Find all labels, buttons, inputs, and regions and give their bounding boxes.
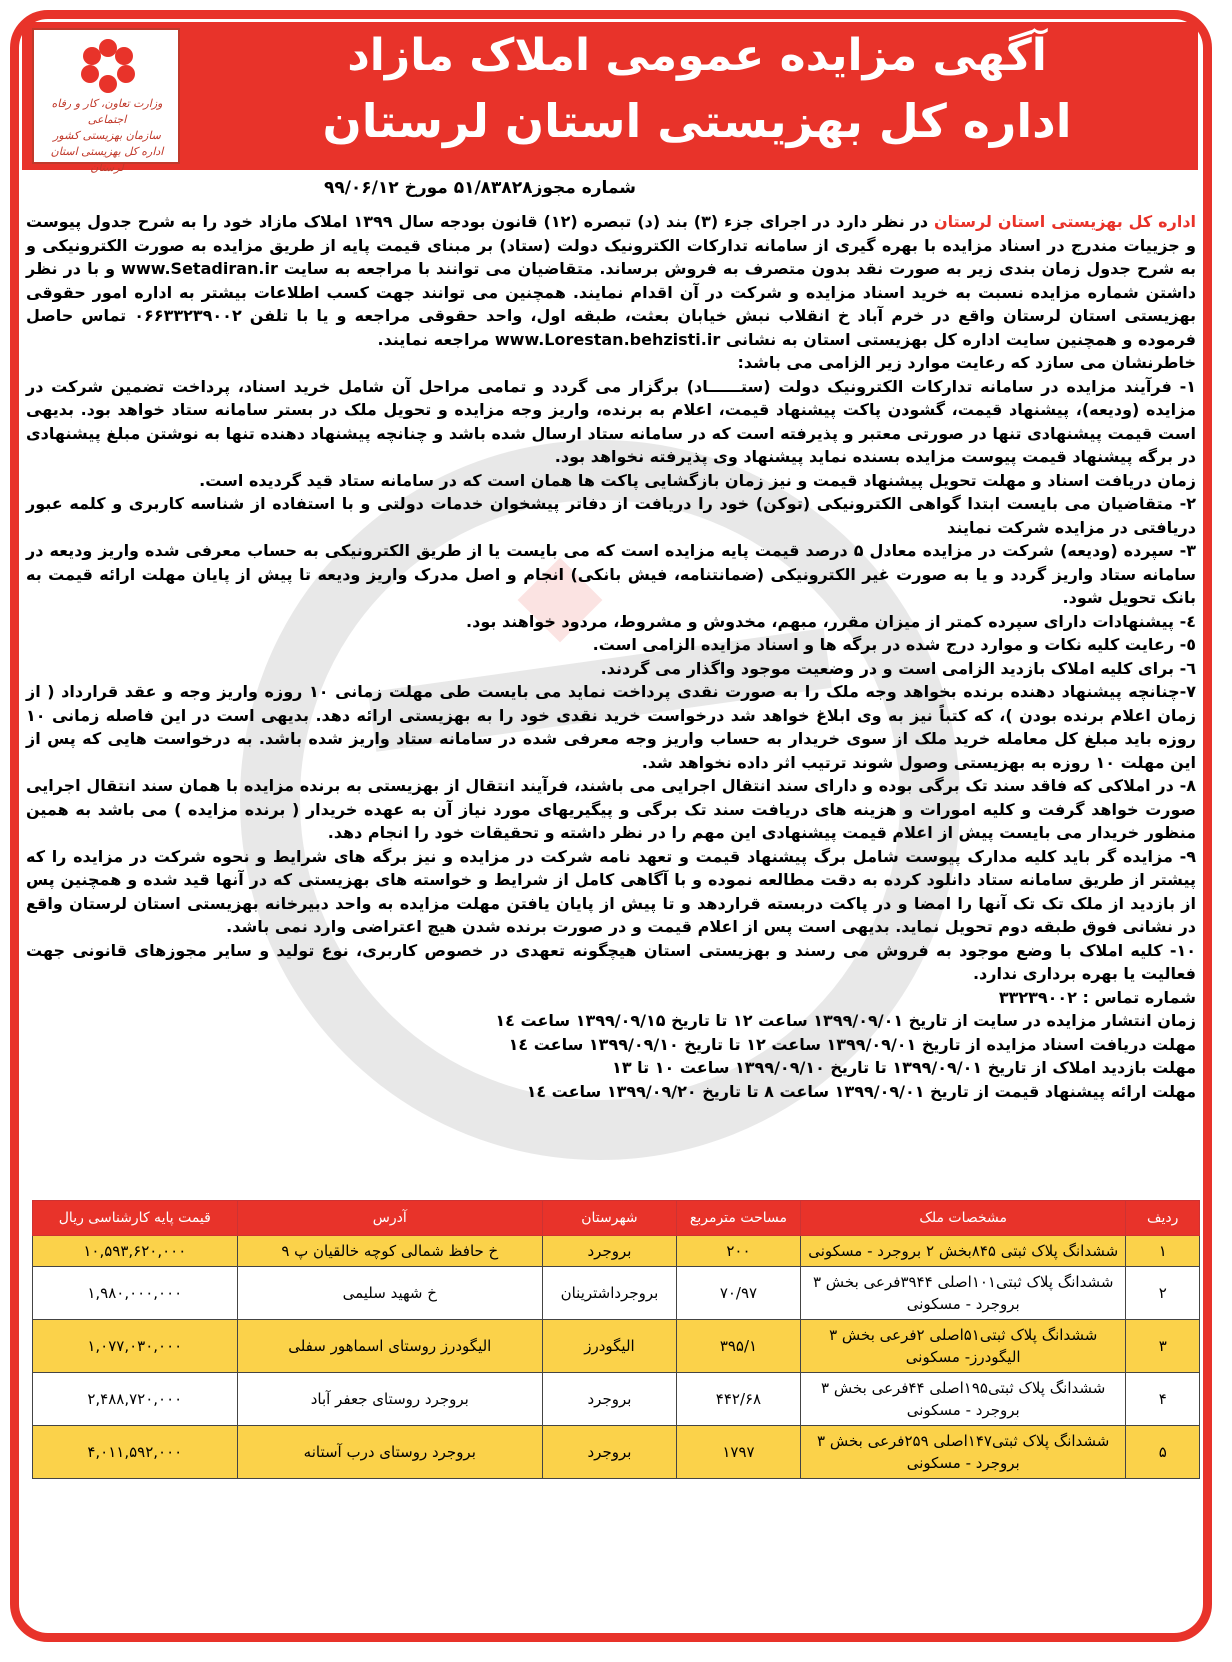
permit-number: شماره مجوز۵۱/۸۳۸۲۸ مورخ ۹۹/۰۶/۱۲ <box>323 178 637 198</box>
header-row-number: ردیف <box>1126 1201 1200 1236</box>
properties-table <box>32 1200 1200 1479</box>
intro-paragraph <box>26 210 1196 351</box>
cell-address: خ حافظ شمالی کوچه خالقیان پ ۹ <box>237 1236 542 1267</box>
clause-10: ۱۰- کلیه املاک با وضع موجود به فروش می رسند و بهزیستی استان هیچگونه تعهدی در خصوص کاربری، نوع تولید و سایر مجوزهای قانونی جهت فعالیت یا بهره برداری ندارد. <box>26 940 1196 983</box>
clause-1: ۱- فرآیند مزایده در سامانه تدارکات الکترونیک دولت (ستــــــاد) برگزار می گردد و تمامی مراحل آن شامل خرید اسناد، پرداخت تضمین شرکت در مزایده (ودیعه)، پیشنهاد قیمت، گشودن پاکت پیشنهاد قیمت، اعلام به برنده، واریز وجه مزایده و تحویل ملک در بستر سامانه ستاد خواهد بود. بدیهی است قیمت پیشنهادی تنها در صورتی معتبر و پذیرفته است که در سامانه ستاد ارسال شده باشد و چنانچه پیشنهاد دهنده تنها به نوشتن مبلغ پیشنهادی در برگه پیشنهاد قیمت پیوست مزایده بسنده نماید پیشنهاد وی پذیرفته نخواهد بود. <box>26 376 1196 466</box>
announcement-body <box>26 210 1196 1103</box>
table-row <box>33 1236 1200 1267</box>
cell-area: ۳۹۵/۱ <box>676 1320 800 1373</box>
clause-7: ۷-چنانچه پیشنهاد دهنده برنده بخواهد وجه ملک را به صورت نقدی پرداخت نماید می بایست طی مهلت زمانی ۱۰ روزه واریز وجه و عقد قرارداد ( از زمان اعلام برنده بودن )، که کتباً نیز به وی ابلاغ خواهد شد درخواست خرید نقدی خود را به بهزیستی ارائه دهد. بدیهی است در این فاصله زمانی ۱۰ روزه باید مبلغ کل معامله خرید ملک از سوی خریدار به حساب واریز وجه معرفی شده در سامانه ستاد واریز شده باشد. به درخواست هایی که پس از این مهلت ۱۰ روزه به بهزیستی وصول شوند ترتیب اثر داده نخواهد شد. <box>26 682 1197 772</box>
cell-city: بروجرد <box>542 1236 676 1267</box>
contact-number: شماره تماس : ۳۳۲۳۹۰۰۲ <box>998 987 1196 1007</box>
clause-9: ۹- مزایده گر باید کلیه مدارک پیوست شامل برگ پیشنهاد قیمت و تعهد نامه شرکت در مزایده و نیز برگه های شرایط و نحوه شرکت در مزایده را که پیشتر از طریق سامانه ستاد دانلود کرده به دقت مطالعه نموده و با آگاهی کامل از شرایط و خواسته های بهزیستی که در آنها قید شده و همچنین پس از بازدید از ملک تک تک آنها را امضا و در پاکت دربسته قراردهد و تا پیش از پایان یافتن مهلت مزایده به واحد دبیرخانه بهزیستی استان لرستان واقع در نشانی فوق طبقه دوم تحویل نماید. بدیهی است پس از اعلام قیمت و در صورت برنده شدن هیچ اعتراضی وارد نمی باشد. <box>26 846 1196 936</box>
cell-base-price: ۱,۰۷۷,۰۳۰,۰۰۰ <box>33 1320 238 1373</box>
table-row <box>33 1426 1200 1479</box>
cell-row-number: ۱ <box>1126 1236 1200 1267</box>
cell-row-number: ۳ <box>1126 1320 1200 1373</box>
cell-city: بروجرد <box>542 1426 676 1479</box>
cell-property-spec: ششدانگ پلاک ثبتی۱۹۵اصلی ۴۴فرعی بخش ۳ بروجرد - مسکونی <box>800 1373 1126 1426</box>
cell-city: بروجرداشترینان <box>542 1267 676 1320</box>
cell-base-price: ۴,۰۱۱,۵۹۲,۰۰۰ <box>33 1426 238 1479</box>
schedule-2: مهلت دریافت اسناد مزایده از تاریخ ۱۳۹۹/۰۹/۰۱ ساعت ۱۲ تا تاریخ ۱۳۹۹/۰۹/۱۰ ساعت ١٤ <box>508 1034 1196 1054</box>
header-banner <box>22 22 1198 170</box>
header-address: آدرس <box>237 1201 542 1236</box>
cell-area: ۷۰/۹۷ <box>676 1267 800 1320</box>
cell-row-number: ۲ <box>1126 1267 1200 1320</box>
logo-line-1: وزارت تعاون، کار و رفاه اجتماعی <box>51 97 163 126</box>
header-property-spec: مشخصات ملک <box>800 1201 1126 1236</box>
clause-1-note: زمان دریافت اسناد و مهلت تحویل پیشنهاد قیمت و نیز زمان بازگشایی پاکت ها همان است که در سامانه ستاد قید گردیده است. <box>199 470 1196 490</box>
org-name: اداره کل بهزیستی استان لرستان <box>934 212 1197 231</box>
intro-text: در نظر دارد در اجرای جزء (۳) بند (د) تبصره (۱۲) قانون بودجه سال ۱۳۹۹ املاک مازاد خود را به شرح جدول پیوست و جزییات مندرج در اسناد مزایده با بهره گیری از سامانه تدارکات الکترونیک دولت (ستاد) بر مبنای قیمت پایه از طریق مزایده به صورت الکترونیکی و به شرح جدول زمان بندی زیر به صورت نقد بدون متصرف به فروش برساند. متقاضیان می توانند با مراجعه به سایت www.Setadiran.ir و با در نظر داشتن شماره مزایده نسبت به خرید اسناد مزایده و شرکت در آن اقدام نمایند. همچنین می توانند جهت کسب اطلاعات بیشتر به اداره امور حقوقی بهزیستی استان لرستان واقع در خرم آباد خ انقلاب نبش خیابان بعثت، طبقه اول، واحد حقوقی مراجعه و یا با تلفن ۰۶۶۳۳۲۳۹۰۰۲ تماس حاصل فرموده و همچنین سایت اداره کل بهزیستی استان به نشانی www.Lorestan.behzisti.ir مراجعه نمایند. <box>26 212 1196 349</box>
cell-row-number: ۴ <box>1126 1373 1200 1426</box>
logo-caption <box>38 96 176 176</box>
header-base-price: قیمت پایه کارشناسی ریال <box>33 1201 238 1236</box>
cell-city: الیگودرز <box>542 1320 676 1373</box>
table-row <box>33 1373 1200 1426</box>
table-row <box>33 1320 1200 1373</box>
page-subtitle: اداره کل بهزیستی استان لرستان <box>322 94 1072 148</box>
cell-base-price: ۱,۹۸۰,۰۰۰,۰۰۰ <box>33 1267 238 1320</box>
cell-property-spec: ششدانگ پلاک ثبتی۵۱اصلی ۲فرعی بخش ۳ الیگودرز- مسکونی <box>800 1320 1126 1373</box>
schedule-3: مهلت بازدید املاک از تاریخ ۱۳۹۹/۰۹/۰۱ تا تاریخ ۱۳۹۹/۰۹/۱۰ ساعت ۱۰ تا ۱۳ <box>612 1058 1196 1077</box>
cell-area: ۱۷۹۷ <box>676 1426 800 1479</box>
cell-property-spec: ششدانگ پلاک ثبتی۱۴۷اصلی ۲۵۹فرعی بخش ۳ بروجرد - مسکونی <box>800 1426 1126 1479</box>
flower-logo-icon <box>70 36 146 98</box>
table-header-row <box>33 1201 1200 1236</box>
clause-4: ٤- پیشنهادات دارای سپرده کمتر از میزان مقرر، مبهم، مخدوش و مشروط، مردود خواهند بود. <box>466 611 1196 631</box>
clause-5: ٥- رعایت کلیه نکات و موارد درج شده در برگه ها و اسناد مزایده الزامی است. <box>592 635 1196 654</box>
cell-base-price: ۱۰,۵۹۳,۶۲۰,۰۰۰ <box>33 1236 238 1267</box>
cell-address: بروجرد روستای جعفر آباد <box>237 1373 542 1426</box>
logo-line-2: سازمان بهزیستی کشور <box>53 129 161 142</box>
clause-3: ۳- سپرده (ودیعه) شرکت در مزایده معادل ۵ درصد قیمت پایه مزایده است که می بایست یا از طریق الکترونیکی به حساب معرفی شده واریز ودیعه در سامانه ستاد واریز گردد و یا به صورت غیر الکترونیکی (ضمانتنامه، فیش بانکی) انجام و اصل مدرک واریز ودیعه تا پیش از پایان مهلت ارائه قیمت به بانک تحویل شود. <box>26 541 1197 607</box>
clause-8: ۸- در املاکی که فاقد سند تک برگی بوده و دارای سند انتقال اجرایی می باشند، فرآیند انتقال از بهزیستی به برنده مزایده با همان سند انتقال اجرایی صورت خواهد گرفت و کلیه امورات و هزینه های دریافت سند تک برگی و پیگیریهای مورد نیاز آن به عهده خریدار ( برنده مزایده ) می باشد به همین منظور خریدار می بایست پیش از اعلام قیمت پیشنهادی این مهم را در نظر داشته و تحقیقات خود را انجام دهد. <box>26 776 1196 842</box>
cell-area: ۲۰۰ <box>676 1236 800 1267</box>
cell-row-number: ۵ <box>1126 1426 1200 1479</box>
schedule-1: زمان انتشار مزایده در سایت از تاریخ ۱۳۹۹/۰۹/۰۱ ساعت ۱۲ تا تاریخ ۱۳۹۹/۰۹/۱۵ ساعت ١٤ <box>495 1011 1196 1030</box>
cell-area: ۴۴۲/۶۸ <box>676 1373 800 1426</box>
cell-address: بروجرد روستای درب آستانه <box>237 1426 542 1479</box>
clause-2: ۲- متقاضیان می بایست ابتدا گواهی الکترونیکی (توکن) خود را دریافت از دفاتر پیشخوان خدمات دولتی و با استفاده از شناسه کاربری و کلمه عبور دریافتی در مزایده شرکت نمایند <box>26 494 1196 537</box>
page-title: آگهی مزایده عمومی املاک مازاد <box>347 30 1047 81</box>
clause-6: ٦- برای کلیه املاک بازدید الزامی است و در وضعیت موجود واگذار می گردند. <box>600 658 1196 678</box>
cell-city: بروجرد <box>542 1373 676 1426</box>
cell-property-spec: ششدانگ پلاک ثبتی ۸۴۵بخش ۲ بروجرد - مسکونی <box>800 1236 1126 1267</box>
logo-line-3: اداره کل بهزیستی استان لرستان <box>50 145 164 174</box>
cell-address: الیگودرز روستای اسماهور سفلی <box>237 1320 542 1373</box>
table-row <box>33 1267 1200 1320</box>
cell-base-price: ۲,۴۸۸,۷۲۰,۰۰۰ <box>33 1373 238 1426</box>
cell-address: خ شهید سلیمی <box>237 1267 542 1320</box>
cell-property-spec: ششدانگ پلاک ثبتی۱۰۱اصلی ۳۹۴۴فرعی بخش ۳ بروجرد - مسکونی <box>800 1267 1126 1320</box>
org-logo <box>32 28 180 174</box>
header-city: شهرستان <box>542 1201 676 1236</box>
schedule-4: مهلت ارائه پیشنهاد قیمت از تاریخ ۱۳۹۹/۰۹/۰۱ ساعت ۸ تا تاریخ ۱۳۹۹/۰۹/۲۰ ساعت ١٤ <box>526 1081 1196 1101</box>
intro-note: خاطرنشان می سازد که رعایت موارد زیر الزامی می باشد: <box>737 353 1196 372</box>
header-area: مساحت مترمربع <box>676 1201 800 1236</box>
